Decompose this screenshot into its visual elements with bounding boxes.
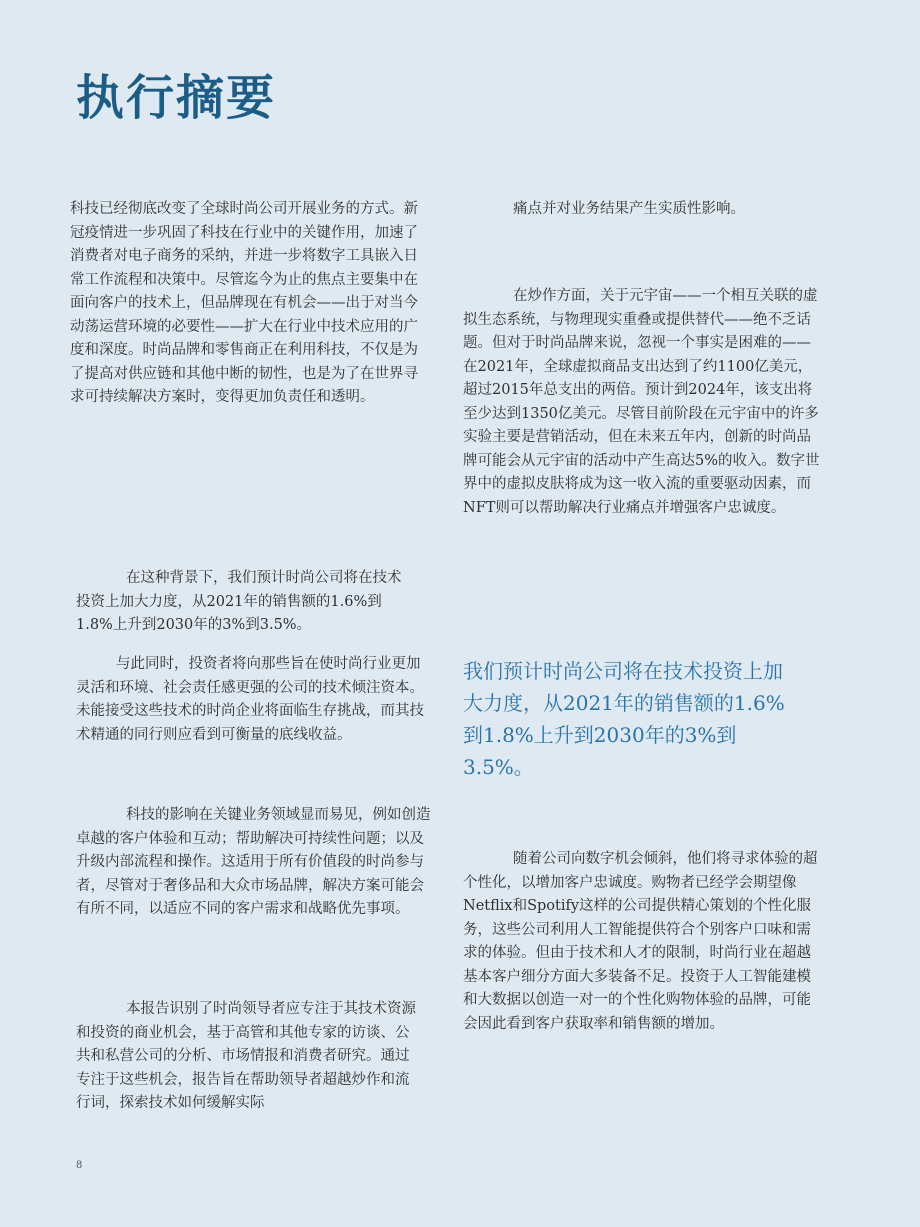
left-paragraph-3: 与此同时，投资者将向那些旨在使时尚行业更加灵活和环境、社会责任感更强的公司的技术倾注资本。未能接受这些技术的时尚企业将面临生存挑战，而其技术精通的同行则应看到可衡量的底线收益。: [76, 656, 424, 743]
right-paragraph-1: 痛点并对业务结果产生实质性影响。: [513, 201, 745, 217]
left-paragraph-2: 在这种背景下，我们预计时尚公司将在技术投资上加大力度，从2021年的销售额的1.6%到1.8%上升到2030年的3%到3.5%。: [76, 570, 402, 633]
pull-quote: 我们预计时尚公司将在技术投资上加大力度，从2021年的销售额的1.6%到1.8%上升到2030年的3%到3.5%。: [463, 659, 785, 779]
page-number: 8: [76, 1160, 83, 1171]
page-title: 执行摘要: [76, 70, 277, 126]
right-paragraph-2: 在炒作方面，关于元宇宙——一个相互关联的虚拟生态系统，与物理现实重叠或提供替代——绝不乏话题。但对于时尚品牌来说，忽视一个事实是困难的——在2021年，全球虚拟商品支出达到了约1100亿美元，超过2015年总支出的两倍。预计到2024年，该支出将至少达到1350亿美元。尽管目前阶段在元宇宙中的许多实验主要是营销活动，但在未来五年内，创新的时尚品牌可能会从元宇宙的活动中产生高达5%的收入。数字世界中的虚拟皮肤将成为这一收入流的重要驱动因素，而NFT则可以帮助解决行业痛点并增强客户忠诚度。: [463, 288, 820, 516]
right-paragraph-3: 随着公司向数字机会倾斜，他们将寻求体验的超个性化，以增加客户忠诚度。购物者已经学会期望像Netflix和Spotify这样的公司提供精心策划的个性化服务，这些公司利用人工智能提供符合个别客户口味和需求的体验。但由于技术和人才的限制，时尚行业在超越基本客户细分方面大多装备不足。投资于人工智能建模和大数据以创造一对一的个性化购物体验的品牌，可能会因此看到客户获取率和销售额的增加。: [463, 851, 818, 1032]
left-paragraph-1: 科技已经彻底改变了全球时尚公司开展业务的方式。新冠疫情进一步巩固了科技在行业中的关键作用，加速了消费者对电子商务的采纳，并进一步将数字工具嵌入日常工作流程和决策中。尽管迄今为止的焦点主要集中在面向客户的技术上，但品牌现在有机会——出于对当今动荡运营环境的必要性——扩大在行业中技术应用的广度和深度。时尚品牌和零售商正在利用科技，不仅是为了提高对供应链和其他中断的韧性，也是为了在世界寻求可持续解决方案时，变得更加负责任和透明。: [70, 201, 418, 405]
left-paragraph-5: 本报告识别了时尚领导者应专注于其技术资源和投资的商业机会，基于高管和其他专家的访谈、公共和私营公司的分析、市场情报和消费者研究。通过专注于这些机会，报告旨在帮助领导者超越炒作和流行词，探索技术如何缓解实际: [76, 1001, 416, 1111]
left-paragraph-4: 科技的影响在关键业务领域显而易见，例如创造卓越的客户体验和互动；帮助解决可持续性问题；以及升级内部流程和操作。这适用于所有价值段的时尚参与者，尽管对于奢侈品和大众市场品牌，解决方案可能会有所不同，以适应不同的客户需求和战略优先事项。: [76, 807, 431, 917]
